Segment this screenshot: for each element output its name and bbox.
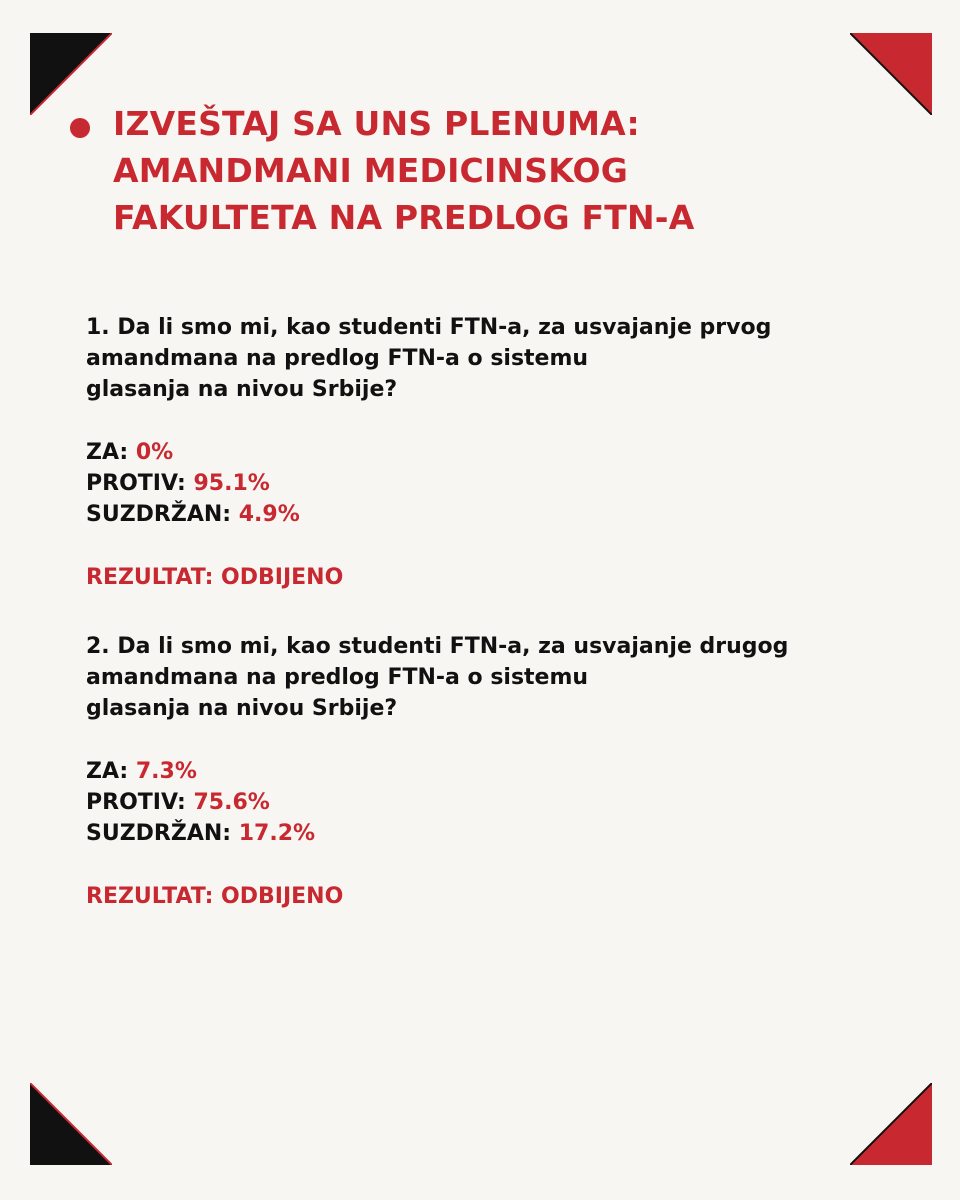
vote-row-suzdrzan	[86, 818, 886, 849]
title-line: AMANDMANI MEDICINSKOG	[113, 151, 629, 190]
vote-label: PROTIV:	[86, 790, 186, 815]
bottom-left-corner-triangle-icon	[30, 1083, 112, 1165]
vote-row-za	[86, 756, 886, 787]
question-line: amandmana na predlog FTN-a o sistemu	[86, 346, 589, 371]
bottom-right-corner-triangle-icon	[850, 1083, 932, 1165]
vote-row-suzdrzan	[86, 499, 886, 530]
result-text: REZULTAT: ODBIJENO	[86, 565, 344, 590]
vote-label: PROTIV:	[86, 471, 186, 496]
vote-value: 95.1%	[193, 471, 270, 496]
bullet-dot-icon	[70, 118, 90, 138]
question-2	[86, 631, 886, 912]
vote-label: ZA:	[86, 759, 129, 784]
question-text	[86, 631, 886, 724]
question-line: 1. Da li smo mi, kao studenti FTN-a, za usvajanje prvog	[86, 315, 772, 340]
vote-row-za	[86, 437, 886, 468]
result-text: REZULTAT: ODBIJENO	[86, 884, 344, 909]
title-line: FAKULTETA NA PREDLOG FTN-A	[113, 198, 695, 237]
title-block	[70, 100, 890, 241]
vote-results	[86, 437, 886, 530]
question-line: glasanja na nivou Srbije?	[86, 696, 398, 721]
question-line: amandmana na predlog FTN-a o sistemu	[86, 665, 589, 690]
question-line: 2. Da li smo mi, kao studenti FTN-a, za usvajanje drugog	[86, 634, 789, 659]
vote-label: SUZDRŽAN:	[86, 821, 232, 846]
question-line: glasanja na nivou Srbije?	[86, 377, 398, 402]
question-text	[86, 312, 886, 405]
page-title	[113, 100, 890, 241]
vote-results	[86, 756, 886, 849]
vote-value: 7.3%	[135, 759, 197, 784]
vote-row-protiv	[86, 787, 886, 818]
vote-value: 0%	[135, 440, 174, 465]
vote-value: 4.9%	[238, 502, 300, 527]
question-1	[86, 312, 886, 593]
vote-row-protiv	[86, 468, 886, 499]
vote-value: 17.2%	[238, 821, 316, 846]
vote-label: SUZDRŽAN:	[86, 502, 232, 527]
vote-label: ZA:	[86, 440, 129, 465]
vote-value: 75.6%	[193, 790, 270, 815]
title-line: IZVEŠTAJ SA UNS PLENUMA:	[113, 104, 640, 143]
